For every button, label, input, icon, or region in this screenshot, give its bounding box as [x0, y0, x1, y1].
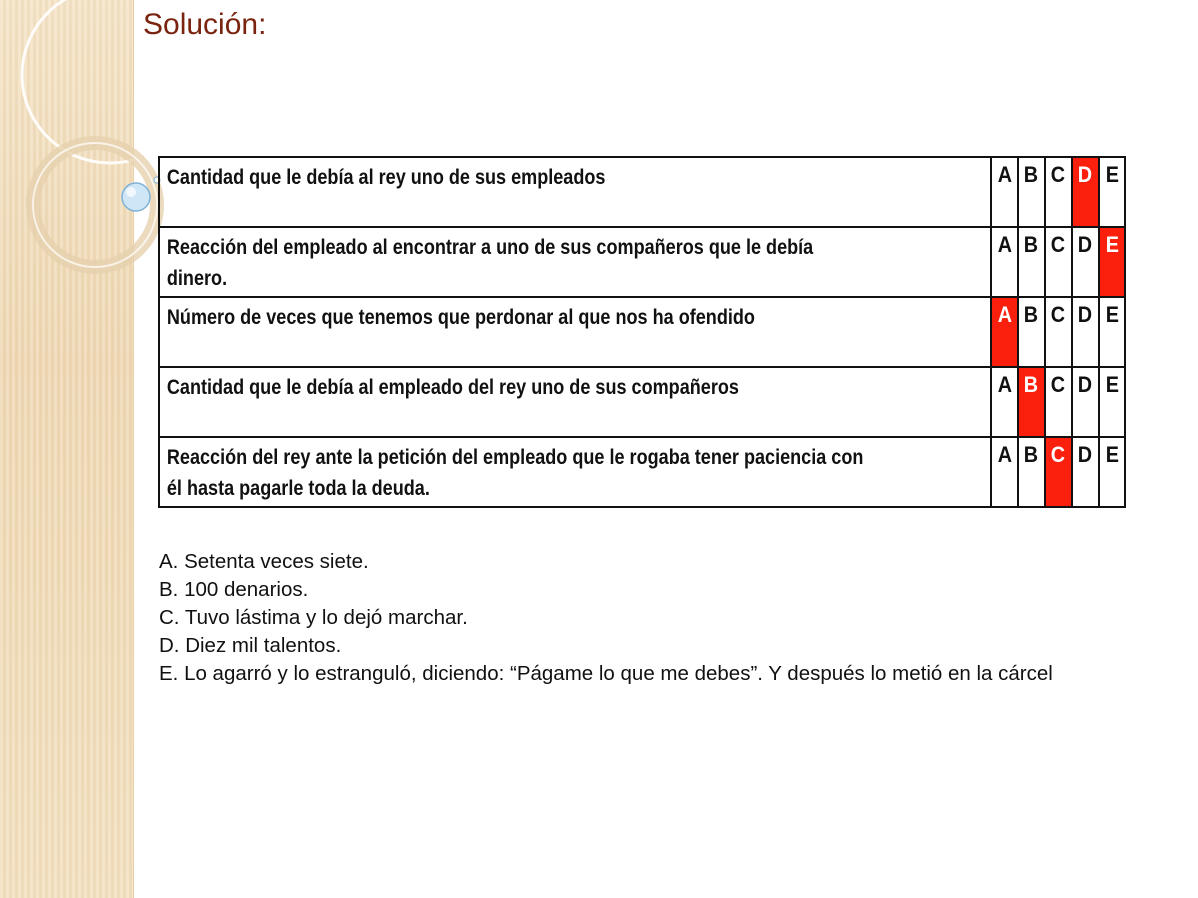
question-text: Reacción del rey ante la petición del empleado que le rogaba tener paciencia con él hasta pagarle toda la deuda. [166, 446, 864, 500]
option-letter: D [1078, 302, 1093, 327]
option-cell-b [1018, 227, 1045, 297]
quiz-row [159, 367, 1125, 437]
option-cell-e [1099, 297, 1125, 367]
option-letter: E [1105, 302, 1119, 327]
quiz-row [159, 157, 1125, 227]
slide-title: Solución: [143, 8, 267, 41]
quiz-row [159, 437, 1125, 507]
option-letter: E [1105, 372, 1119, 397]
option-cell-b [1018, 437, 1045, 507]
option-cell-a [991, 437, 1018, 507]
option-letter: A [997, 232, 1012, 257]
question-cell [159, 227, 991, 297]
option-cell-e [1099, 367, 1125, 437]
option-letter: A [997, 162, 1012, 187]
option-cell-d [1072, 367, 1099, 437]
quiz-table [158, 156, 1126, 508]
option-cell-a [991, 367, 1018, 437]
option-letter: B [1024, 442, 1039, 467]
answer-key-item: C. Tuvo lástima y lo dejó marchar. [159, 606, 468, 629]
option-cell-d [1072, 437, 1099, 507]
answer-key-item: B. 100 denarios. [159, 578, 309, 601]
question-text: Reacción del empleado al encontrar a uno de sus compañeros que le debía dinero. [166, 236, 814, 290]
option-cell-c [1045, 157, 1072, 227]
question-cell [159, 437, 991, 507]
question-text: Cantidad que le debía al empleado del rey uno de sus compañeros [166, 376, 739, 399]
answer-key-list [159, 548, 1119, 688]
option-cell-b [1018, 297, 1045, 367]
option-cell-b-correct [1018, 367, 1045, 437]
question-cell [159, 367, 991, 437]
option-letter: C [1051, 372, 1066, 397]
option-letter: D [1078, 162, 1093, 187]
option-cell-b [1018, 157, 1045, 227]
option-letter: B [1024, 232, 1039, 257]
decorative-sidebar [0, 0, 134, 898]
option-cell-a [991, 227, 1018, 297]
quiz-table-body [159, 157, 1125, 507]
answer-key-item: D. Diez mil talentos. [159, 634, 342, 657]
option-cell-e [1099, 437, 1125, 507]
option-letter: E [1105, 162, 1119, 187]
option-letter: A [997, 372, 1012, 397]
answer-key-item: A. Setenta veces siete. [159, 550, 369, 573]
option-cell-c [1045, 297, 1072, 367]
option-cell-c [1045, 227, 1072, 297]
option-letter: C [1051, 302, 1066, 327]
question-text: Cantidad que le debía al rey uno de sus empleados [166, 166, 606, 189]
option-letter: A [997, 302, 1012, 327]
option-letter: A [997, 442, 1012, 467]
option-cell-c [1045, 367, 1072, 437]
option-letter: E [1105, 442, 1119, 467]
question-cell [159, 157, 991, 227]
quiz-row [159, 227, 1125, 297]
option-cell-a-correct [991, 297, 1018, 367]
option-letter: B [1024, 372, 1039, 397]
option-cell-d [1072, 297, 1099, 367]
answer-key-item: E. Lo agarró y lo estranguló, diciendo: “Págame lo que me debes”. Y después lo metió en la cárcel [159, 662, 1053, 685]
option-cell-e [1099, 157, 1125, 227]
option-letter: C [1051, 162, 1066, 187]
option-cell-d-correct [1072, 157, 1099, 227]
option-letter: D [1078, 372, 1093, 397]
option-letter: B [1024, 162, 1039, 187]
option-letter: C [1051, 232, 1066, 257]
question-cell [159, 297, 991, 367]
question-text: Número de veces que tenemos que perdonar al que nos ha ofendido [166, 306, 755, 329]
option-letter: D [1078, 442, 1093, 467]
option-letter: B [1024, 302, 1039, 327]
option-cell-a [991, 157, 1018, 227]
option-cell-d [1072, 227, 1099, 297]
quiz-row [159, 297, 1125, 367]
option-letter: D [1078, 232, 1093, 257]
option-letter: E [1105, 232, 1119, 257]
option-cell-c-correct [1045, 437, 1072, 507]
option-cell-e-correct [1099, 227, 1125, 297]
option-letter: C [1051, 442, 1066, 467]
